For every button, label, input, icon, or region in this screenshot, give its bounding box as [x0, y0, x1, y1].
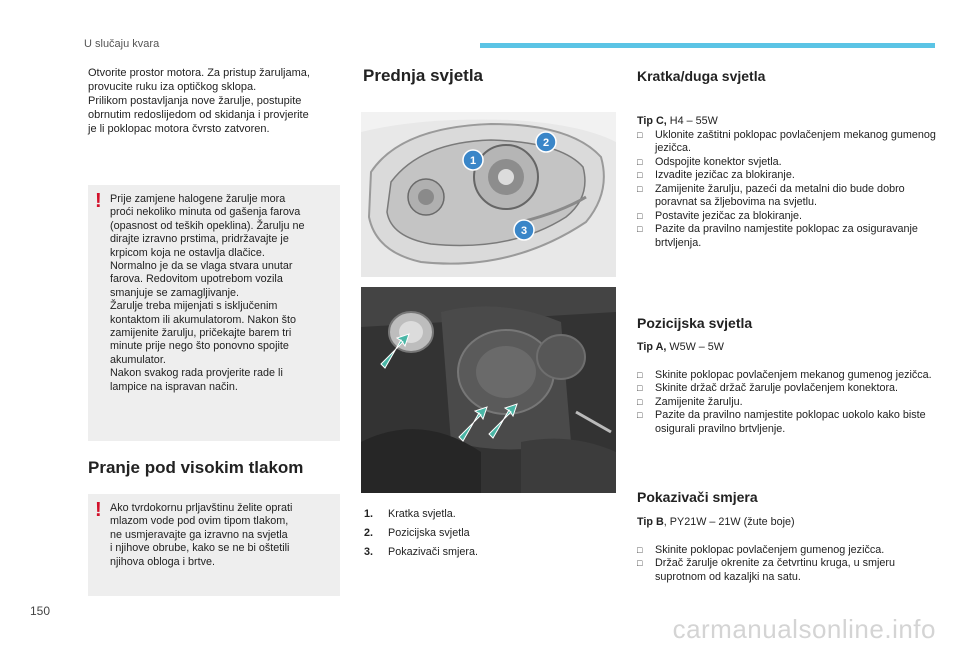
bulb-type-value: W5W – 5W	[666, 341, 724, 353]
bulb-type-value: , PY21W – 21W (žute boje)	[663, 516, 795, 528]
bulb-type	[637, 341, 937, 355]
high-pressure-heading: Pranje pod visokim tlakom	[88, 458, 304, 477]
marker-1-label: 1	[469, 155, 477, 167]
page-number: 150	[30, 604, 51, 618]
bulb-type-label: Tip B	[637, 516, 664, 528]
step-list	[637, 369, 937, 437]
step-item: □ Pazite da pravilno namjestite poklopac uokolo kako biste osigurali pravilno brtvljenje.	[637, 409, 937, 436]
headlight-illustration	[361, 112, 616, 493]
warning-icon: !	[95, 190, 102, 212]
legend	[364, 505, 478, 562]
sidelights-heading: Pozicijska svjetla	[637, 315, 753, 331]
warning-text-pressure-wash: Ako tvrdokornu prljavštinu želite oprati mlazom vode pod ovim tipom tlakom, ne usmjeravajte ga izravno na svjetla i njihove obrube, kako se ne bi oštetili njihova obloga i brtve.	[110, 502, 293, 568]
step-item: □ Skinite držač držač žarulje povlačenjem konektora.	[637, 382, 937, 396]
marker-2	[536, 132, 556, 152]
intro-column	[88, 66, 342, 136]
legend-item	[364, 505, 478, 524]
bulb-type-label: Tip C,	[637, 115, 667, 127]
legend-item	[364, 524, 478, 543]
step-item: □ Držač žarulje okrenite za četvrtinu kruga, u smjeru suprotnom od kazaljki na satu.	[637, 557, 937, 584]
step-list	[637, 129, 937, 251]
legend-item	[364, 543, 478, 562]
step-item: □ Zamijenite žarulju, pazeći da metalni dio bude dobro poravnat sa žljebovima na svjetlu.	[637, 183, 937, 210]
legend-text: Kratka svjetla.	[388, 508, 456, 520]
direction-indicators-heading: Pokazivači smjera	[637, 489, 758, 505]
step-item: □ Skinite poklopac povlačenjem gumenog jezičca.	[637, 544, 937, 558]
marker-1	[463, 150, 483, 170]
headlight-photo	[361, 112, 616, 493]
sidelights-section	[637, 341, 937, 436]
step-item: □ Skinite poklopac povlačenjem mekanog gumenog jezičca.	[637, 369, 937, 383]
step-item: □ Odspojite konektor svjetla.	[637, 156, 937, 170]
header-accent-bar	[480, 43, 935, 48]
dipped-main-beam-section	[637, 115, 937, 250]
step-item: □ Izvadite jezičac za blokiranje.	[637, 169, 937, 183]
step-item: □ Uklonite zaštitni poklopac povlačenjem mekanog gumenog jezičca.	[637, 129, 937, 156]
marker-2-label: 2	[542, 137, 550, 149]
section-title: U slučaju kvara	[84, 38, 160, 50]
warning-text-halogen: Prije zamjene halogene žarulje mora proći nekoliko minuta od gašenja farova (opasnost od teških opeklina). Žarulju ne dirajte izravno prstima, pridržavajte je krpicom koja ne ostavlja dlačice. Normalno je da se vlaga stvara unutar farova. Redovitom upotrebom vozila smanjuje se zamagljivanje. Žarulje treba mijenjati s isključenim kontaktom ili akumulatorom. Nakon što zamijenite žarulju, pričekajte barem tri minute prije nego što ponovno spojite akumulator. Nakon svakog rada provjerite rade li lampice na ispravan način.	[110, 193, 305, 393]
step-item: □ Pazite da pravilno namjestite poklopac za osiguravanje brtvljenja.	[637, 223, 937, 250]
legend-text: Pokazivači smjera.	[388, 546, 479, 558]
marker-3-label: 3	[520, 225, 528, 237]
step-item: □ Zamijenite žarulju.	[637, 396, 937, 410]
bulb-type-value: H4 – 55W	[666, 115, 718, 127]
dipped-main-beam-heading: Kratka/duga svjetla	[637, 68, 766, 84]
bulb-type	[637, 516, 937, 530]
legend-number: 1.	[364, 508, 374, 520]
step-list	[637, 544, 937, 585]
intro-text: Otvorite prostor motora. Za pristup žaruljama, provucite ruku iza optičkog sklopa. Prilikom postavljanja nove žarulje, postupite obrnutim redoslijedom od skidanja i provjerite je li poklopac motora čvrsto zatvoren.	[88, 67, 310, 135]
watermark: carmanualsonline.info	[672, 614, 936, 644]
front-lights-heading: Prednja svjetla	[363, 66, 484, 85]
legend-text: Pozicijska svjetla	[388, 527, 470, 539]
direction-indicators-section	[637, 516, 937, 584]
warning-icon: !	[95, 499, 102, 521]
bulb-type-label: Tip A,	[637, 341, 667, 353]
legend-number: 3.	[364, 546, 374, 558]
legend-number: 2.	[364, 527, 374, 539]
warning-box-halogen	[88, 185, 340, 441]
bulb-type	[637, 115, 937, 129]
marker-3	[514, 220, 534, 240]
warning-box-pressure-wash	[88, 494, 340, 596]
step-item: □ Postavite jezičac za blokiranje.	[637, 210, 937, 224]
